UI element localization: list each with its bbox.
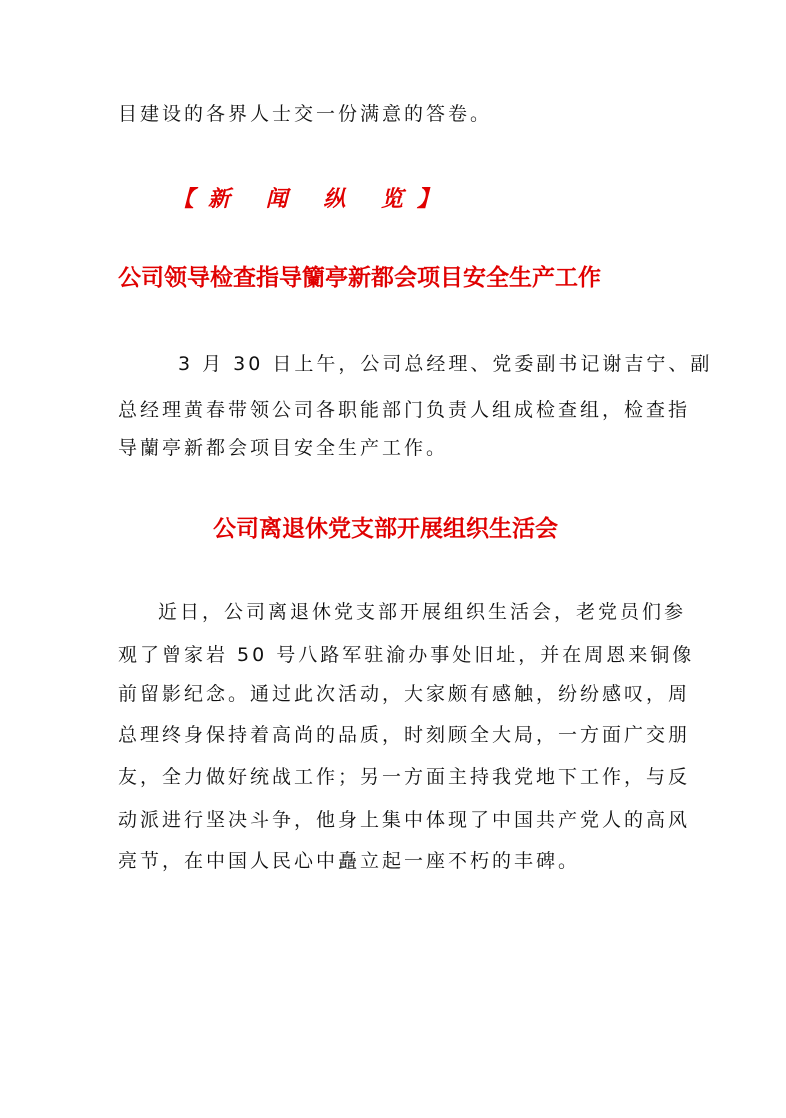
article1-title: 公司领导检查指导籣亭新都会项目安全生产工作 xyxy=(118,264,601,291)
article1-line: 总经理黄春带领公司各职能部门负责人组成检查组，检查指 xyxy=(118,399,691,421)
article2-line: 总理终身保持着高尚的品质，时刻顾全大局，一方面广交朋 xyxy=(118,724,691,746)
article1-line: 导蘭亭新都会项目安全生产工作。 xyxy=(118,437,449,459)
article1-line: 3 月 30 日上午，公司总经理、党委副书记谢吉宁、副 xyxy=(178,353,713,375)
article2-title: 公司离退休党支部开展组织生活会 xyxy=(213,515,558,542)
article2-line: 动派进行坚决斗争，他身上集中体现了中国共产党人的高风 xyxy=(118,809,691,831)
article2-line: 近日，公司离退休党支部开展组织生活会，老党员们参 xyxy=(158,601,687,623)
article2-line: 亮节，在中国人民心中矗立起一座不朽的丰碑。 xyxy=(118,850,581,872)
article2-line: 观了曾家岩 50 号八路军驻渝办事处旧址，并在周恩来铜像 xyxy=(118,644,695,666)
intro-closing-line: 目建设的各界人士交一份满意的答卷。 xyxy=(118,103,493,125)
article2-line: 前留影纪念。通过此次活动，大家颇有感触，纷纷感叹，周 xyxy=(118,683,691,705)
article2-line: 友，全力做好统战工作；另一方面主持我党地下工作，与反 xyxy=(118,766,691,788)
section-tag-news-overview: 【新 闻 纵 览】 xyxy=(172,186,453,212)
